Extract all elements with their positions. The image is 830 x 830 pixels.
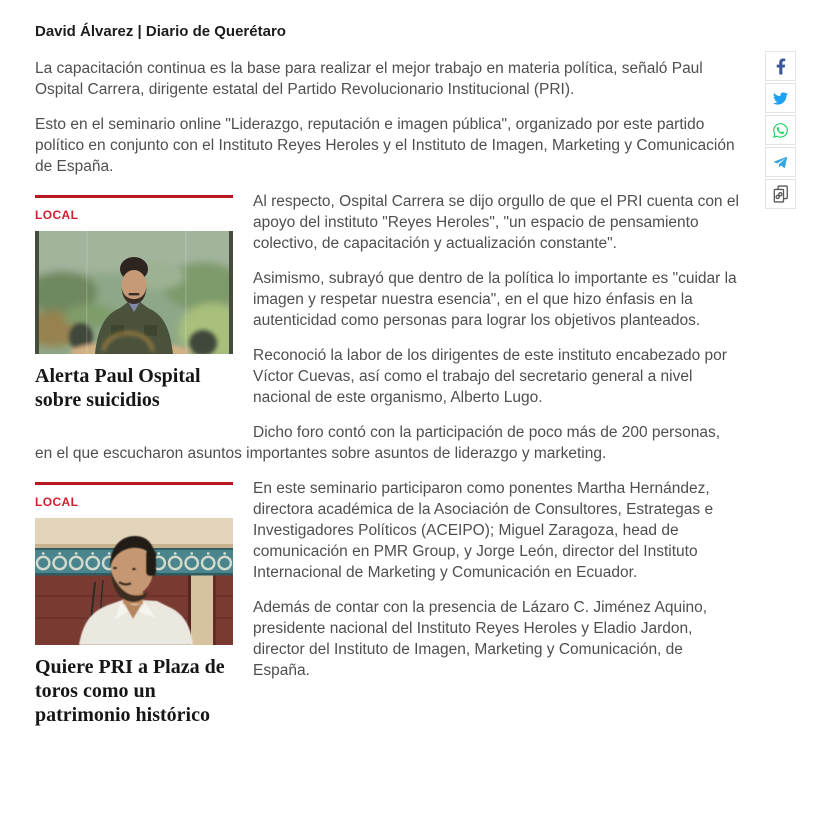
whatsapp-icon	[772, 122, 789, 139]
copy-link-share-button[interactable]	[765, 179, 796, 209]
card-top-rule	[35, 482, 233, 485]
related-article-title[interactable]: Alerta Paul Ospital sobre suicidios	[35, 365, 201, 411]
related-article-image[interactable]	[35, 518, 233, 645]
facebook-share-button[interactable]	[765, 51, 796, 81]
section-label-local[interactable]: LOCAL	[35, 208, 79, 222]
telegram-icon	[772, 155, 789, 170]
article-paragraph: Dicho foro contó con la participación de poco más de 200 personas, en el que escucharon asuntos importantes sobre asuntos de liderazgo y marketing.	[35, 424, 721, 462]
article-paragraph: La capacitación continua es la base para realizar el mejor trabajo en materia política, señaló Paul Ospital Carrera, dirigente estatal del Partido Revolucionario Institucional (PRI).	[35, 60, 703, 98]
related-article-title[interactable]: Quiere PRI a Plaza de toros como un patrimonio histórico	[35, 656, 225, 726]
share-rail	[765, 51, 796, 211]
twitter-icon	[772, 91, 789, 106]
article-paragraph: Asimismo, subrayó que dentro de la política lo importante es "cuidar la imagen y respetar nuestra esencia", en el que hizo énfasis en la autenticidad como personas para lograr los objetivos planteados.	[253, 270, 737, 329]
copy-link-icon	[771, 184, 791, 204]
article-paragraph: En este seminario participaron como ponentes Martha Hernández, directora académica de la Asociación de Consultores, Estrategas e Investigadores Políticos (ACEIPO); Miguel Zaragoza, head de comunicación en PMR Group, y Jorge León, director del Instituto Internacional de Marketing y Comunicación en Ecuador.	[253, 480, 714, 581]
related-article-card[interactable]	[35, 195, 233, 412]
byline: David Álvarez | Diario de Querétaro	[35, 23, 286, 40]
facebook-icon	[776, 58, 786, 75]
article-paragraph: Esto en el seminario online "Liderazgo, reputación e imagen pública", organizado por este partido político en conjunto con el Instituto Reyes Heroles y el Instituto de Imagen, Marketing y Comunicación de España.	[35, 116, 735, 175]
related-article-image[interactable]	[35, 231, 233, 354]
article-paragraph: Además de contar con la presencia de Lázaro C. Jiménez Aquino, presidente nacional del Instituto Reyes Heroles y Eladio Jardon, director del Instituto de Imagen, Marketing y Comunicación, de España.	[253, 599, 708, 679]
article-paragraph: Reconoció la labor de los dirigentes de este instituto encabezado por Víctor Cuevas, así como el trabajo del secretario general a nivel nacional de este organismo, Alberto Lugo.	[253, 347, 727, 406]
card-top-rule	[35, 195, 233, 198]
section-label-local[interactable]: LOCAL	[35, 495, 79, 509]
related-article-card[interactable]	[35, 482, 233, 727]
whatsapp-share-button[interactable]	[765, 115, 796, 145]
twitter-share-button[interactable]	[765, 83, 796, 113]
telegram-share-button[interactable]	[765, 147, 796, 177]
article-paragraph: Al respecto, Ospital Carrera se dijo orgullo de que el PRI cuenta con el apoyo del instituto "Reyes Heroles", "un espacio de pensamiento colectivo, de capacitación y actualización constante".	[253, 193, 739, 252]
article-body	[35, 22, 740, 739]
